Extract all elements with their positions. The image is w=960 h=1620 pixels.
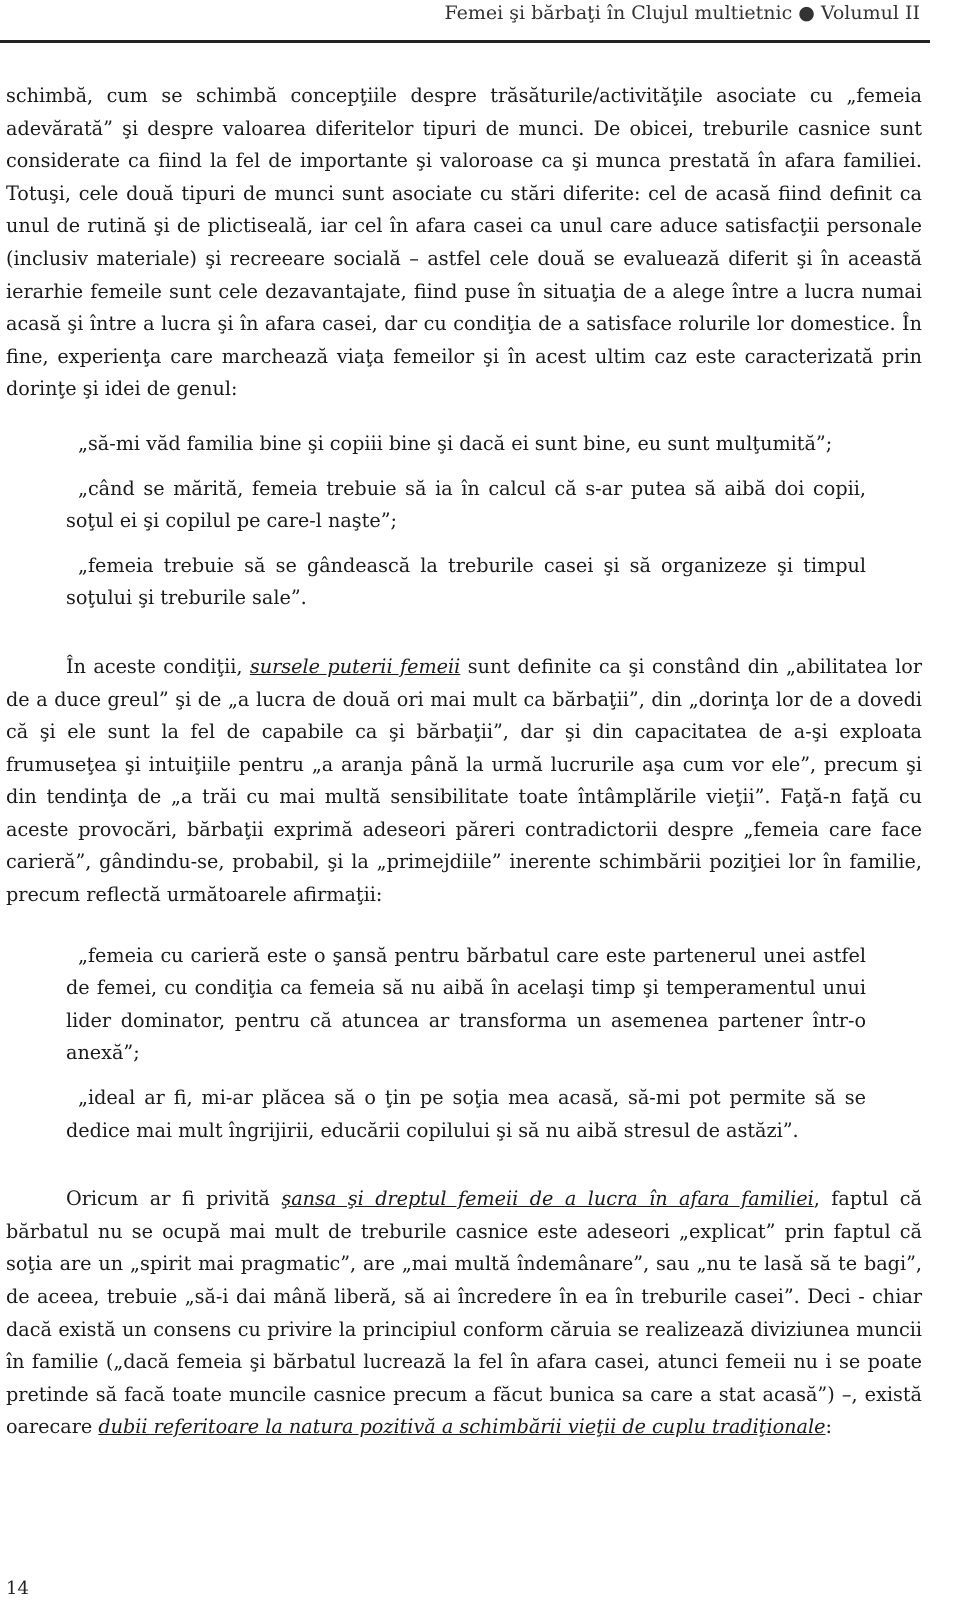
quote-5: „ideal ar fi, mi-ar plăcea să o ţin pe soţia mea acasă, să-mi pot permite să se dedice mai mult îngrijirii, educării copilului şi să nu aibă stresul de astăzi”. [66, 1086, 866, 1142]
quote-2: „când se mărită, femeia trebuie să ia în calcul că s-ar putea să aibă doi copii, soţul ei şi copilul pe care-l naşte”; [66, 476, 866, 533]
header-title: Femei şi bărbaţi în Clujul multietnic ● Volumul II [444, 2, 920, 24]
paragraph-3-emphasis-1: şansa şi dreptul femeii de a lucra în afara familiei [281, 1187, 814, 1211]
quote-1: „să-mi văd familia bine şi copiii bine şi dacă ei sunt bine, eu sunt mulţumită”; [78, 431, 833, 455]
quote-4: „femeia cu carieră este o şansă pentru bărbatul care este partenerul unei astfel de femei, cu condiţia ca femeia să nu aibă în acelaşi timp şi temperamentul unui lider dominator, pentru că atuncea ar transforma un asemenea partener într-o anexă”; [66, 943, 866, 1065]
paragraph-2 [6, 651, 922, 912]
paragraph-3-part-c: : [825, 1415, 832, 1439]
paragraph-1: schimbă, cum se schimbă concepţiile despre trăsăturile/activităţile asociate cu „femeia adevărată” şi despre valoarea diferitelor tipuri de munci. De obicei, treburile casnice sunt considerate ca fiind la fel de importante şi valoroase ca şi munca prestată în afara familiei. Totuşi, cele două tipuri de munci sunt asociate cu stări diferite: cel de acasă fiind definit ca unul de rutină şi de plictiseală, iar cel în afara casei ca unul care aduce satisfacţii personale (inclusiv materiale) şi recreeare socială – astfel cele două se evaluează diferit şi în această ierarhie femeile sunt cele dezavantajate, fiind puse în situaţia de a alege între a lucra numai acasă şi între a lucra şi în afara casei, dar cu condiţia de a satisface rolurile lor domestice. În fine, experienţa care marchează viaţa femeilor şi în acest ultim caz este caracterizată prin dorinţe şi idei de genul: [6, 84, 922, 401]
paragraph-2-part-a: În aceste condiţii, [66, 654, 250, 678]
quote-3: „femeia trebuie să se gândească la treburile casei şi să organizeze şi timpul soţului şi treburile sale”. [66, 553, 866, 610]
page-body [6, 80, 922, 1444]
paragraph-3 [6, 1183, 922, 1444]
header-rule [0, 40, 930, 43]
paragraph-3-emphasis-2: dubii referitoare la natura pozitivă a schimbării vieţii de cuplu tradiţionale [98, 1415, 826, 1439]
paragraph-2-part-b: sunt definite ca şi constând din „abilitatea lor de a duce greul” şi de „a lucra de două ori mai mult ca bărbaţii”, din „dorinţa lor de a dovedi că şi ele sunt la fel de capabile ca şi bărbaţii”, dar şi din capacitatea de a-şi exploata frumuseţea şi intuiţiile pentru „a aranja până la urmă lucrurile aşa cum vor ele”, precum şi din tendinţa de „a trăi cu mai multă sensibilitate toate întâmplările vieţii”. Faţă-n faţă cu aceste provocări, bărbaţii exprimă adeseori păreri contradictorii despre „femeia care face carieră”, gândindu-se, probabil, şi la „primejdiile” inerente schimbării poziţiei lor în familie, precum reflectă următoarele afirmaţii: [6, 654, 922, 907]
page-number: 14 [6, 1578, 29, 1599]
paragraph-2-emphasis: sursele puterii femeii [249, 654, 461, 678]
running-header [0, 0, 930, 48]
paragraph-3-part-b: , faptul că bărbatul nu se ocupă mai mult de treburile casnice este adeseori „explicat” prin faptul că soţia are un „spirit mai pragmatic”, are „mai multă îndemânare”, sau „nu te lasă să te bagi”, de aceea, trebuie „să-i dai mână liberă, să ai încredere în ea în treburile casei”. Deci - chiar dacă există un consens cu privire la principiul conform căruia se realizează diviziunea muncii în familie („dacă femeia şi bărbatul lucrează la fel în afara casei, atunci femeii nu i se poate pretinde să facă toate muncile casnice precum a făcut bunica sa care a stat acasă”) –, există oarecare [6, 1187, 922, 1439]
paragraph-3-part-a: Oricum ar fi privită [66, 1187, 282, 1211]
